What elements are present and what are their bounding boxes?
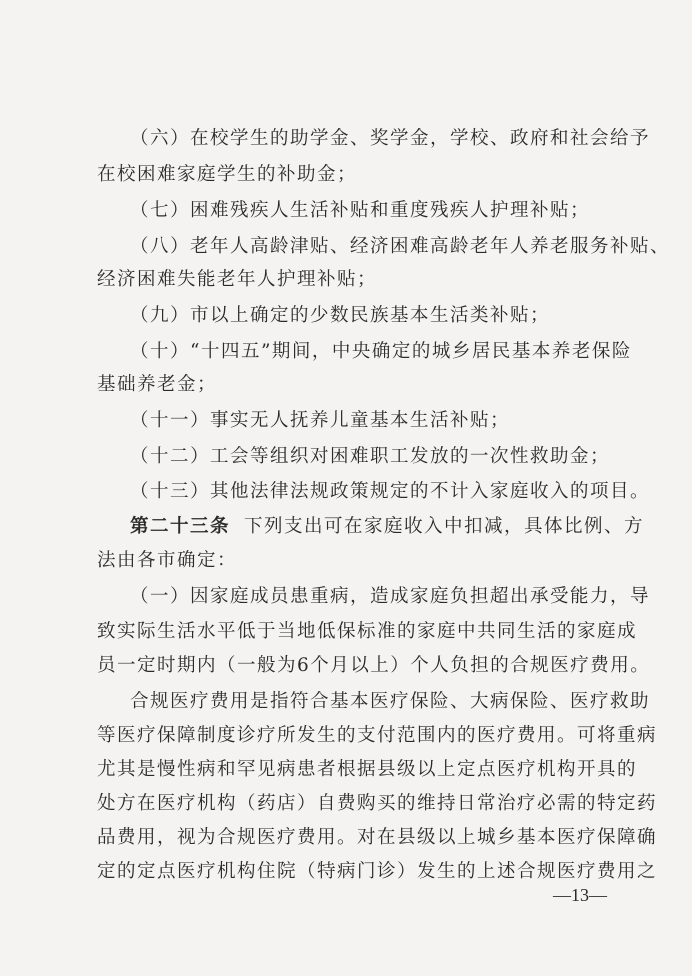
text-line: （八）老年人高龄津贴、经济困难高龄老年人养老服务补贴、 [130, 236, 671, 257]
article-line [0, 515, 692, 539]
text-line: （十三）其他法律法规政策规定的不计入家庭收入的项目。 [130, 481, 651, 502]
text-line: 法由各市确定： [97, 550, 238, 571]
text-line: （一）因家庭成员患重病，造成家庭负担超出承受能力，导 [130, 586, 651, 607]
text-line: （九）市以上确定的少数民族基本生活类补贴； [130, 305, 551, 326]
text-line: 经济困难失能老年人护理补贴； [97, 269, 378, 290]
text-line: 处方在医疗机构（药店）自费购买的维持日常治疗必需的特定药 [97, 793, 658, 814]
text-line: 尤其是慢性病和罕见病患者根据县级以上定点医疗机构开具的 [97, 759, 638, 780]
article-text: 下列支出可在家庭收入中扣减，具体比例、方 [244, 516, 645, 537]
text-line: 基础养老金； [97, 374, 218, 395]
text-line: 员一定时期内（一般为6个月以上）个人负担的合规医疗费用。 [97, 655, 651, 676]
text-line: （十一）事实无人抚养儿童基本生活补贴； [130, 410, 511, 431]
text-line: 致实际生活水平低于当地低保标准的家庭中共同生活的家庭成 [97, 621, 638, 642]
text-line: 在校困难家庭学生的补助金； [97, 164, 358, 185]
text-line: （六）在校学生的助学金、奖学金，学校、政府和社会给予 [130, 128, 651, 149]
text-line: （七）困难残疾人生活补贴和重度残疾人护理补贴； [130, 200, 591, 221]
article-heading: 第二十三条 [130, 516, 231, 537]
text-line: 定的定点医疗机构住院（特病门诊）发生的上述合规医疗费用之 [97, 861, 658, 882]
page-number: —13— [553, 885, 607, 905]
text-line: 等医疗保障制度诊疗所发生的支付范围内的医疗费用。可将重病 [97, 725, 658, 746]
text-line: 品费用，视为合规医疗费用。对在县级以上城乡基本医疗保障确 [97, 827, 658, 848]
text-line: （十二）工会等组织对困难职工发放的一次性救助金； [130, 446, 611, 467]
text-line: （十）“十四五”期间，中央确定的城乡居民基本养老保险 [130, 341, 632, 362]
text-line: 合规医疗费用是指符合基本医疗保险、大病保险、医疗救助 [130, 691, 651, 712]
